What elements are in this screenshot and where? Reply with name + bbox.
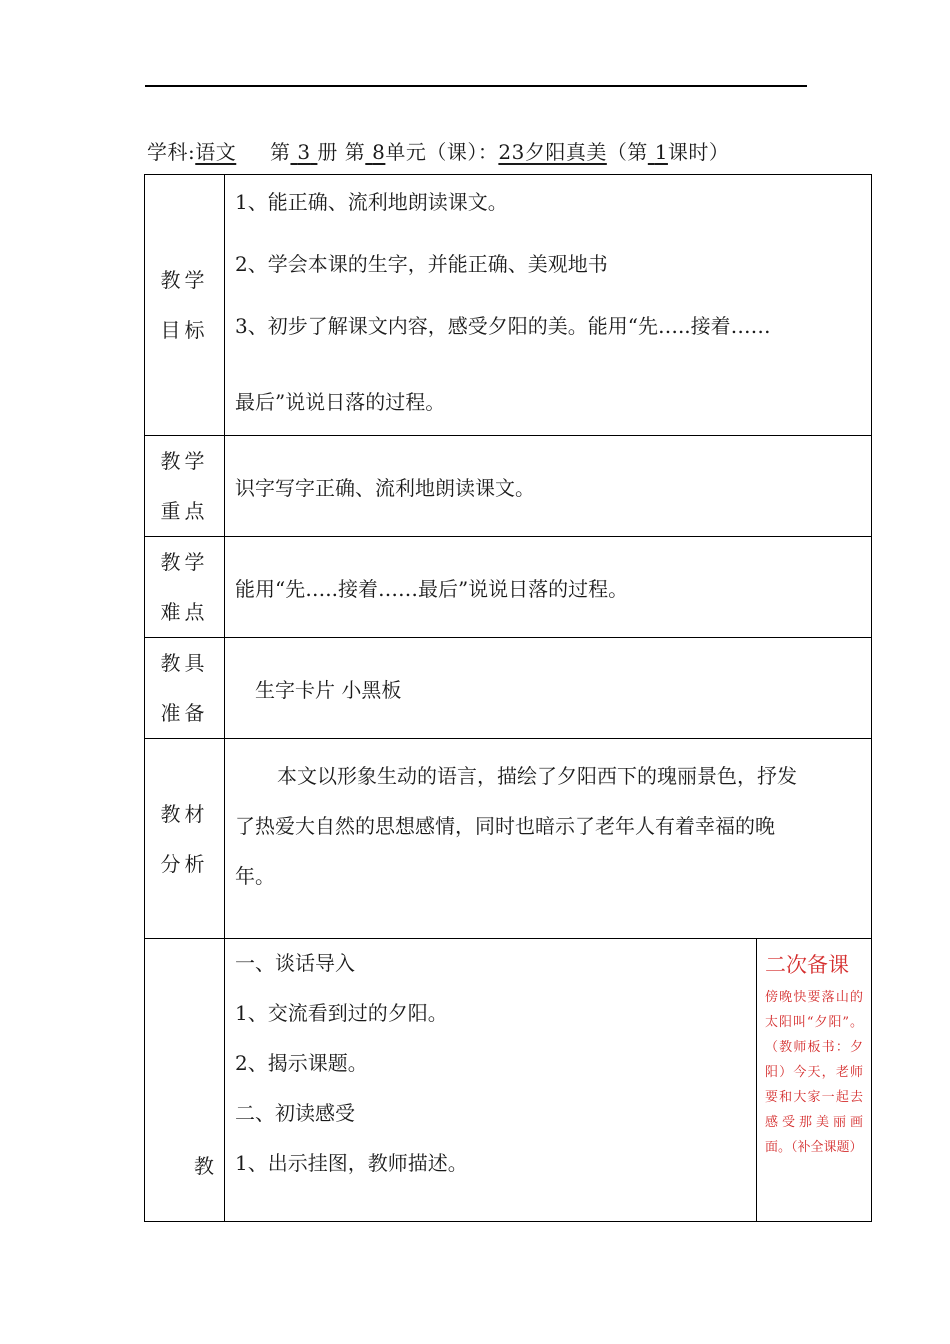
process-row <box>145 939 872 1222</box>
objective-item: 3、初步了解课文内容，感受夕阳的美。能用“先…..接着…… <box>235 314 771 338</box>
objective-item: 1、能正确、流利地朗读课文。 <box>235 190 508 214</box>
lesson-header <box>147 136 729 165</box>
second-prep-note <box>757 939 872 1222</box>
subject-label: 学科: <box>147 140 196 164</box>
header-rule <box>145 85 807 87</box>
objectives-content <box>225 175 872 436</box>
process-line: 1、交流看到过的夕阳。 <box>235 1001 448 1025</box>
unit-suffix: 单元（课）： <box>385 140 499 164</box>
difficulties-label: 教学 难点 <box>145 537 225 638</box>
materials-label: 教具 准备 <box>145 638 225 739</box>
difficulties-content: 能用“先…..接着……最后”说说日落的过程。 <box>225 537 872 638</box>
unit-value: 8 <box>372 140 386 164</box>
note-text: 傍晚快要落山的太阳叫“夕阳”。（教师板书：夕阳）今天，老师要和大家一起去感受那美丽画面。（补全课题） <box>765 990 864 1155</box>
volume-value: 3 <box>297 140 311 164</box>
unit-prefix: 第 <box>344 140 366 164</box>
key-points-label: 教学 重点 <box>145 436 225 537</box>
objectives-row <box>145 175 872 436</box>
process-line: 1、出示挂图，教师描述。 <box>235 1151 468 1175</box>
analysis-content: 本文以形象生动的语言，描绘了夕阳西下的瑰丽景色，抒发 了热爱大自然的思想感情，同时也暗示了老年人有着幸福的晚 年。 <box>225 739 872 939</box>
materials-row <box>145 638 872 739</box>
objective-item: 2、学会本课的生字，并能正确、美观地书 <box>235 252 608 276</box>
key-points-content: 识字写字正确、流利地朗读课文。 <box>225 436 872 537</box>
process-line: 二、初读感受 <box>235 1101 355 1125</box>
period-value: 1 <box>654 140 668 164</box>
volume-prefix: 第 <box>269 140 291 164</box>
analysis-row <box>145 739 872 939</box>
process-line: 2、揭示课题。 <box>235 1051 368 1075</box>
subject-value: 语文 <box>195 140 237 164</box>
note-title: 二次备课 <box>765 953 849 977</box>
lesson-title: 23夕阳真美 <box>498 140 607 164</box>
process-label: 教 <box>145 939 225 1222</box>
key-points-row <box>145 436 872 537</box>
process-line: 一、谈话导入 <box>235 951 355 975</box>
difficulties-row <box>145 537 872 638</box>
period-prefix: （第 <box>606 140 648 164</box>
process-content <box>225 939 757 1222</box>
materials-content: 生字卡片 小黑板 <box>225 638 872 739</box>
objectives-label: 教学 目标 <box>145 175 225 436</box>
period-suffix: 课时） <box>667 140 730 164</box>
volume-suffix: 册 <box>317 140 338 164</box>
lesson-plan-table <box>144 174 872 1222</box>
objective-item: 最后”说说日落的过程。 <box>235 390 446 414</box>
analysis-label: 教材 分析 <box>145 739 225 939</box>
